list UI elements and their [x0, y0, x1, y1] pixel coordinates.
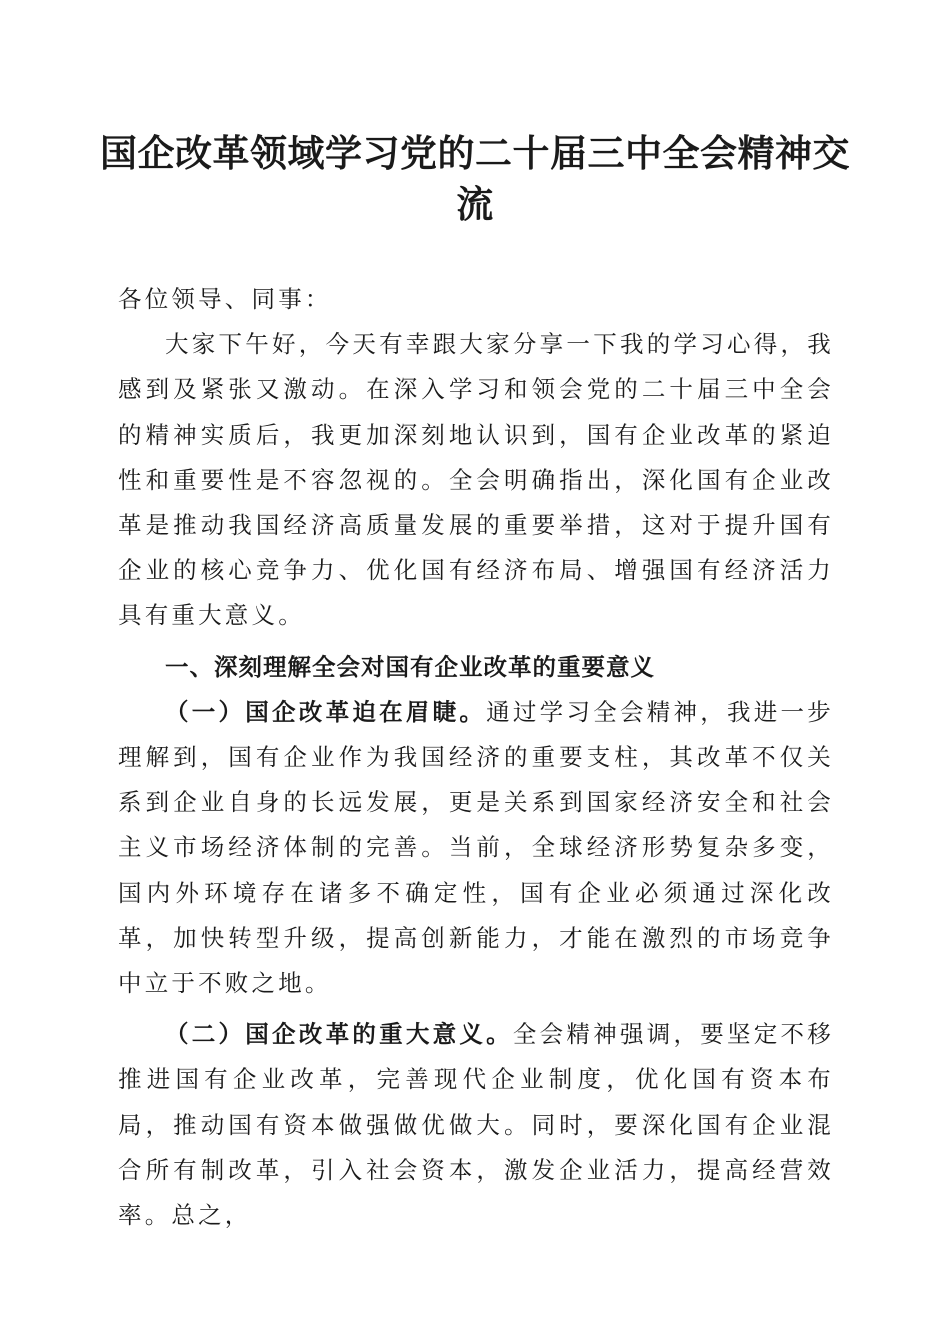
intro-paragraph: 大家下午好，今天有幸跟大家分享一下我的学习心得，我感到及紧张又激动。在深入学习和领会党的二十届三中全会的精神实质后，我更加深刻地认识到，国有企业改革的紧迫性和重要性是不容忽视的。全会明确指出，深化国有企业改革是推动我国经济高质量发展的重要举措，这对于提升国有企业的核心竞争力、优化国有经济布局、增强国有经济活力具有重大意义。 — [118, 330, 834, 630]
salutation: 各位领导、同事： — [118, 285, 332, 313]
subsection-2-heading: （二）国企改革的重大意义。 — [165, 1020, 513, 1049]
subsection-2-paragraph — [118, 1012, 834, 1238]
document-body — [118, 277, 834, 1238]
subsection-1-body: 通过学习全会精神，我进一步理解到，国有企业作为我国经济的重要支柱，其改革不仅关系到企业自身的长远发展，更是关系到国家经济安全和社会主义市场经济体制的完善。当前，全球经济形势复杂多变，国内外环境存在诸多不确定性，国有企业必须通过深化改革，加快转型升级，提高创新能力，才能在激烈的市场竞争中立于不败之地。 — [118, 697, 834, 998]
subsection-1-heading: （一）国企改革迫在眉睫。 — [165, 697, 487, 726]
subsection-2-body: 全会精神强调，要坚定不移推进国有企业改革，完善现代企业制度，优化国有资本布局，推动国有资本做强做优做大。同时，要深化国有企业混合所有制改革，引入社会资本，激发企业活力，提高经营效率。总之， — [118, 1020, 834, 1230]
subsection-1-paragraph — [118, 690, 834, 1006]
document-title: 国企改革领域学习党的二十届三中全会精神交流 — [100, 131, 850, 226]
section-heading-1: 一、深刻理解全会对国有企业改革的重要意义 — [165, 652, 655, 681]
